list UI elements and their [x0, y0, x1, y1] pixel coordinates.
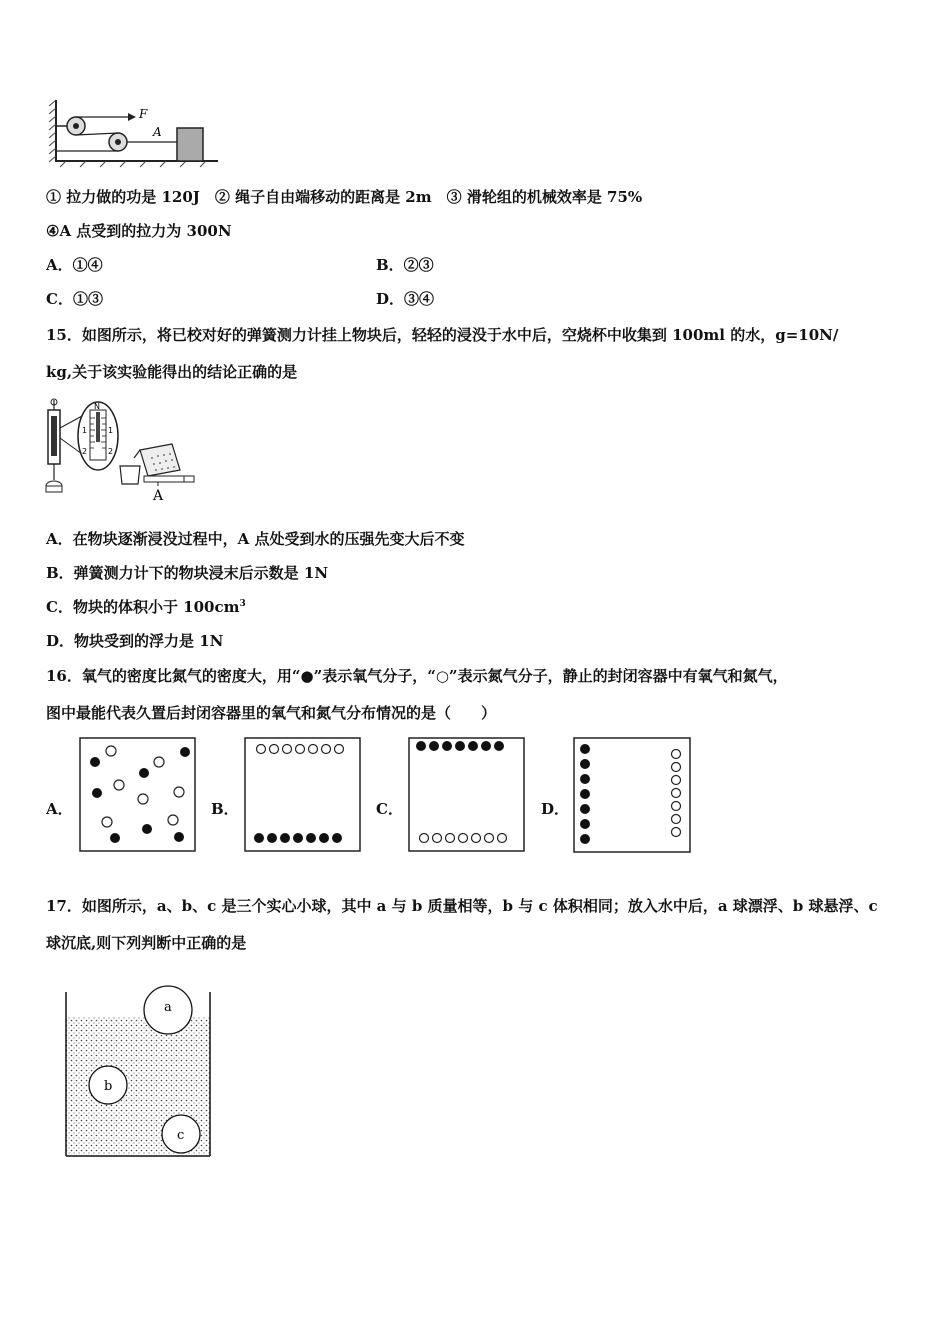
q14-option-a[interactable]: A．①④ [46, 256, 103, 274]
force-label: F [139, 107, 148, 121]
q17-stem-line-1: 17．如图所示，a、b、c 是三个实心小球，其中 a 与 b 质量相等，b 与 c 体积相同；放入水中后，a 球漂浮、b 球悬浮、c [46, 897, 878, 915]
pulley-system-figure [46, 98, 226, 168]
spring-scale-figure [42, 398, 202, 504]
q16-option-d-diagram[interactable] [573, 737, 691, 853]
q15-option-c-text: C．物块的体积小于 100cm [46, 598, 240, 616]
q15-stem-line-1: 15．如图所示，将已校对好的弹簧测力计挂上物块后，轻轻的浸没于水中后，空烧杯中收集到 100ml 的水，g=10N/ [46, 326, 839, 344]
q14-option-d[interactable]: D．③④ [376, 290, 435, 308]
scale-mark-1-right: 1 [108, 426, 114, 435]
q16-option-d-label[interactable]: D． [541, 800, 570, 818]
q16-option-c-label[interactable]: C． [376, 800, 403, 818]
q15-option-d[interactable]: D．物块受到的浮力是 1N [46, 632, 224, 650]
ball-b-label: b [104, 1079, 113, 1094]
q15-option-c[interactable] [46, 596, 246, 617]
q16-option-a-label[interactable]: A． [46, 800, 73, 818]
q14-statement-2: ④A 点受到的拉力为 300N [46, 222, 232, 240]
q14-option-b[interactable]: B．②③ [376, 256, 434, 274]
q17-stem-line-2: 球沉底,则下列判断中正确的是 [46, 934, 247, 952]
scale-mark-2-right: 2 [108, 447, 114, 456]
q16-stem-line-2: 图中最能代表久置后封闭容器里的氧气和氮气分布情况的是（ ） [46, 704, 497, 722]
q16-option-b-diagram[interactable] [244, 737, 361, 852]
ball-c-label: c [177, 1128, 185, 1143]
scale-mark-1-left: 1 [82, 426, 88, 435]
floating-balls-figure [60, 984, 220, 1160]
q16-option-c-diagram[interactable] [408, 737, 525, 852]
q14-option-c[interactable]: C．①③ [46, 290, 103, 308]
point-a-label: A [153, 125, 162, 139]
scale-mark-2-left: 2 [82, 447, 88, 456]
ball-a-label: a [164, 1000, 172, 1015]
scale-unit-label: N [94, 402, 100, 411]
q16-stem-line-1: 16．氧气的密度比氮气的密度大，用“●”表示氧气分子，“○”表示氮气分子，静止的封闭容器中有氧气和氮气， [46, 667, 788, 685]
q16-option-b-label[interactable]: B． [211, 800, 239, 818]
q14-statement-1: ① 拉力做的功是 120J ② 绳子自由端移动的距离是 2m ③ 滑轮组的机械效率是 75% [46, 188, 643, 206]
q15-option-b[interactable]: B．弹簧测力计下的物块浸末后示数是 1N [46, 564, 329, 582]
q15-stem-line-2: kg,关于该实验能得出的结论正确的是 [46, 363, 298, 381]
q16-option-a-diagram[interactable] [79, 737, 196, 852]
q15-option-c-superscript: 3 [239, 599, 246, 609]
q15-option-a[interactable]: A．在物块逐渐浸没过程中，A 点处受到水的压强先变大后不变 [46, 530, 465, 548]
point-a-label: A [153, 488, 164, 504]
